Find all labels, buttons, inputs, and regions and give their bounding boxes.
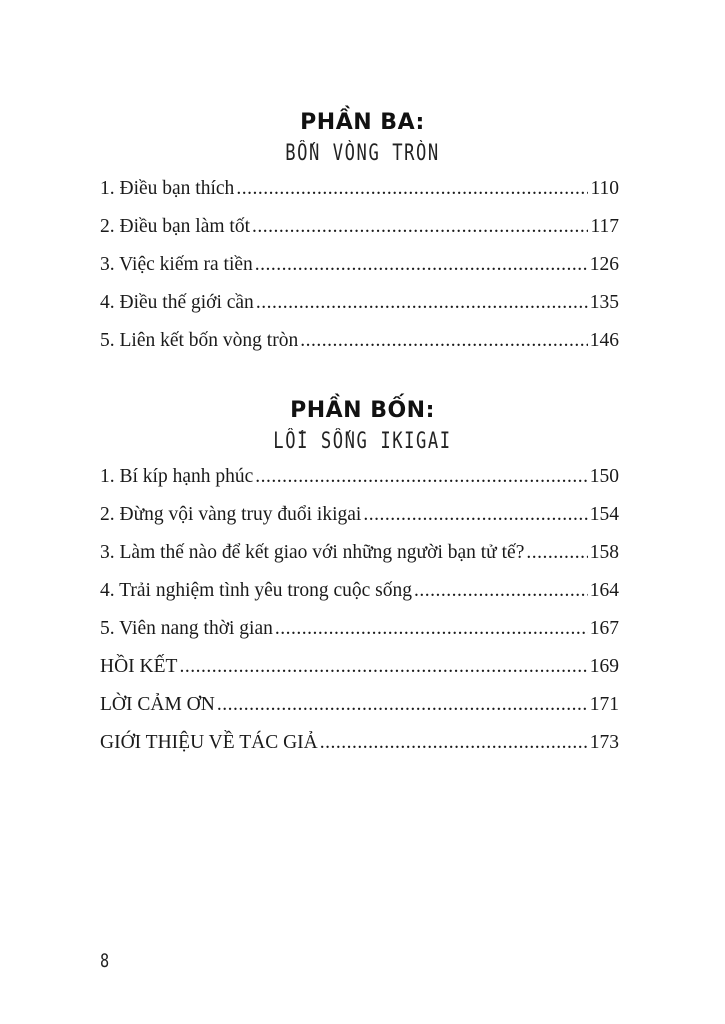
toc-leader-dots <box>275 618 588 640</box>
toc-entry <box>100 466 619 504</box>
toc-list-part-three <box>100 178 619 368</box>
toc-entry <box>100 618 619 656</box>
toc-list-part-four <box>100 466 619 770</box>
toc-entry-page: 146 <box>589 330 619 351</box>
toc-leader-dots <box>414 580 588 602</box>
toc-entry <box>100 694 619 732</box>
toc-entry-title: LỜI CẢM ƠN <box>100 694 215 715</box>
toc-entry-title: 4. Điều thế giới cần <box>100 292 254 313</box>
toc-leader-dots <box>236 178 588 200</box>
page-number: 8 <box>100 950 110 972</box>
toc-entry-title: 3. Việc kiếm ra tiền <box>100 254 253 275</box>
toc-entry-page: 167 <box>589 618 619 639</box>
toc-entry <box>100 178 619 216</box>
toc-entry-page: 169 <box>589 656 619 677</box>
part-label: PHẦN BA: <box>300 110 425 135</box>
toc-entry-page: 173 <box>589 732 619 753</box>
toc-leader-dots <box>300 330 588 352</box>
toc-entry-title: 2. Đừng vội vàng truy đuổi ikigai <box>100 504 362 525</box>
toc-entry-title: HỒI KẾT <box>100 656 178 677</box>
toc-entry-page: 126 <box>589 254 619 275</box>
toc-entry <box>100 732 619 770</box>
toc-leader-dots <box>252 216 588 238</box>
toc-entry-title: 1. Điều bạn thích <box>100 178 235 199</box>
toc-leader-dots <box>363 504 587 526</box>
toc-entry-page: 150 <box>589 466 619 487</box>
toc-entry-page: 135 <box>589 292 619 313</box>
toc-entry <box>100 504 619 542</box>
toc-entry <box>100 330 619 368</box>
toc-leader-dots <box>217 694 588 716</box>
toc-entry-title: 1. Bí kíp hạnh phúc <box>100 466 254 487</box>
toc-entry-page: 154 <box>589 504 619 525</box>
toc-entry <box>100 216 619 254</box>
toc-entry-page: 117 <box>590 216 619 237</box>
part-title: LỐI SỐNG IKIGAI <box>273 429 452 454</box>
toc-entry-page: 110 <box>590 178 619 199</box>
part-title: BỐN VÒNG TRÒN <box>285 141 440 166</box>
toc-entry <box>100 580 619 618</box>
toc-entry-title: 4. Trải nghiệm tình yêu trong cuộc sống <box>100 580 412 601</box>
toc-entry-title: 5. Liên kết bốn vòng tròn <box>100 330 299 351</box>
part-three-heading <box>0 110 725 168</box>
toc-leader-dots <box>320 732 588 754</box>
toc-leader-dots <box>526 542 587 564</box>
toc-leader-dots <box>256 292 588 314</box>
toc-entry <box>100 292 619 330</box>
toc-entry-page: 171 <box>589 694 619 715</box>
toc-entry-title: 5. Viên nang thời gian <box>100 618 273 639</box>
toc-leader-dots <box>179 656 587 678</box>
toc-entry-title: 3. Làm thế nào để kết giao với những người bạn tử tế? <box>100 542 525 563</box>
toc-entry-page: 158 <box>589 542 619 563</box>
toc-leader-dots <box>255 254 588 276</box>
part-four-heading <box>0 398 725 456</box>
toc-entry <box>100 542 619 580</box>
toc-entry-page: 164 <box>589 580 619 601</box>
part-label: PHẦN BỐN: <box>290 398 435 423</box>
toc-entry <box>100 656 619 694</box>
toc-leader-dots <box>255 466 587 488</box>
toc-entry <box>100 254 619 292</box>
toc-entry-title: 2. Điều bạn làm tốt <box>100 216 251 237</box>
toc-entry-title: GIỚI THIỆU VỀ TÁC GIẢ <box>100 732 318 753</box>
